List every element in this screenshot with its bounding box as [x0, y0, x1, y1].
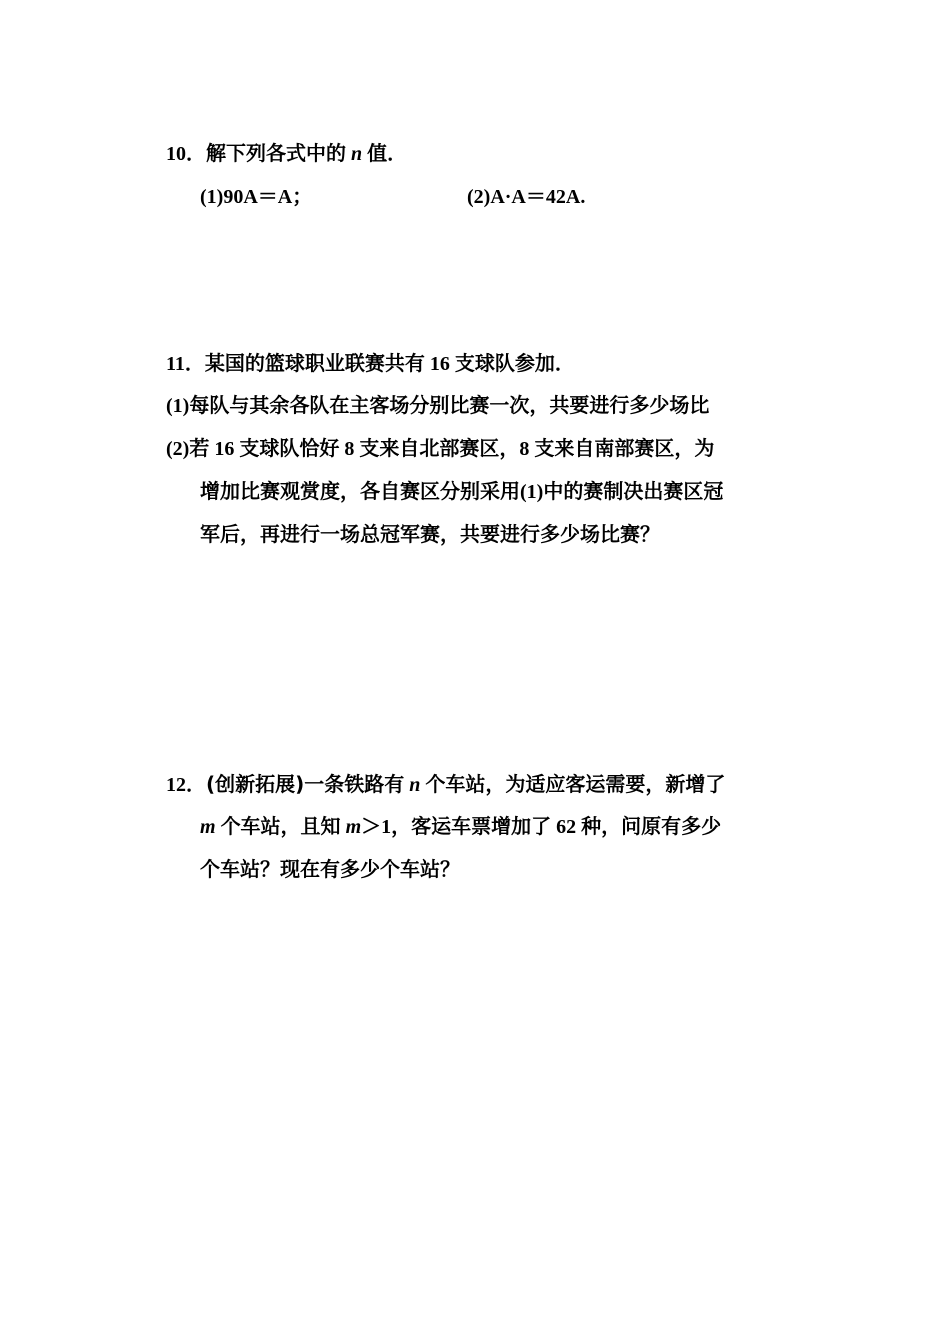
- problem-10-part-1: (1)90A＝A；: [200, 186, 313, 208]
- problem-11-part-2-line-1: (2)若 16 支球队恰好 8 支来自北部赛区，8 支来自南部赛区，为: [166, 438, 715, 460]
- problem-text: 一条铁路有: [304, 774, 410, 796]
- problem-text: 解下列各式中的: [206, 143, 351, 165]
- variable-m: m: [200, 816, 216, 838]
- problem-text: ＞1，客运车票增加了 62 种，问原有多少: [361, 816, 722, 838]
- problem-12-line-2: [200, 813, 721, 841]
- problem-tag: (创新拓展): [206, 772, 305, 796]
- problem-text: 某国的篮球职业联赛共有 16 支球队参加．: [204, 353, 575, 375]
- problem-10-part-2: (2)A·A＝42A.: [467, 186, 586, 208]
- problem-12-line-3: 个车站？现在有多少个车站？: [200, 859, 460, 881]
- problem-10-heading: [166, 140, 407, 168]
- variable-n: n: [351, 143, 363, 165]
- variable-m: m: [345, 816, 362, 838]
- problem-text: 个车站，且知: [215, 816, 346, 838]
- problem-11-heading: [166, 350, 575, 378]
- problem-number: 11．: [166, 353, 205, 375]
- problem-text: 个车站，为适应客运需要，新增了: [420, 774, 726, 796]
- problem-11-part-2-line-3: 军后，再进行一场总冠军赛，共要进行多少场比赛？: [200, 524, 660, 546]
- variable-n: n: [409, 774, 421, 796]
- problem-12-line-1: [166, 770, 725, 799]
- problem-number: 12．: [166, 774, 206, 796]
- problem-11-part-1: (1)每队与其余各队在主客场分别比赛一次，共要进行多少场比: [166, 395, 710, 417]
- problem-11-part-2-line-2: 增加比赛观赏度，各自赛区分别采用(1)中的赛制决出赛区冠: [200, 481, 724, 503]
- problem-text: 值．: [362, 143, 408, 165]
- problem-number: 10．: [166, 143, 206, 165]
